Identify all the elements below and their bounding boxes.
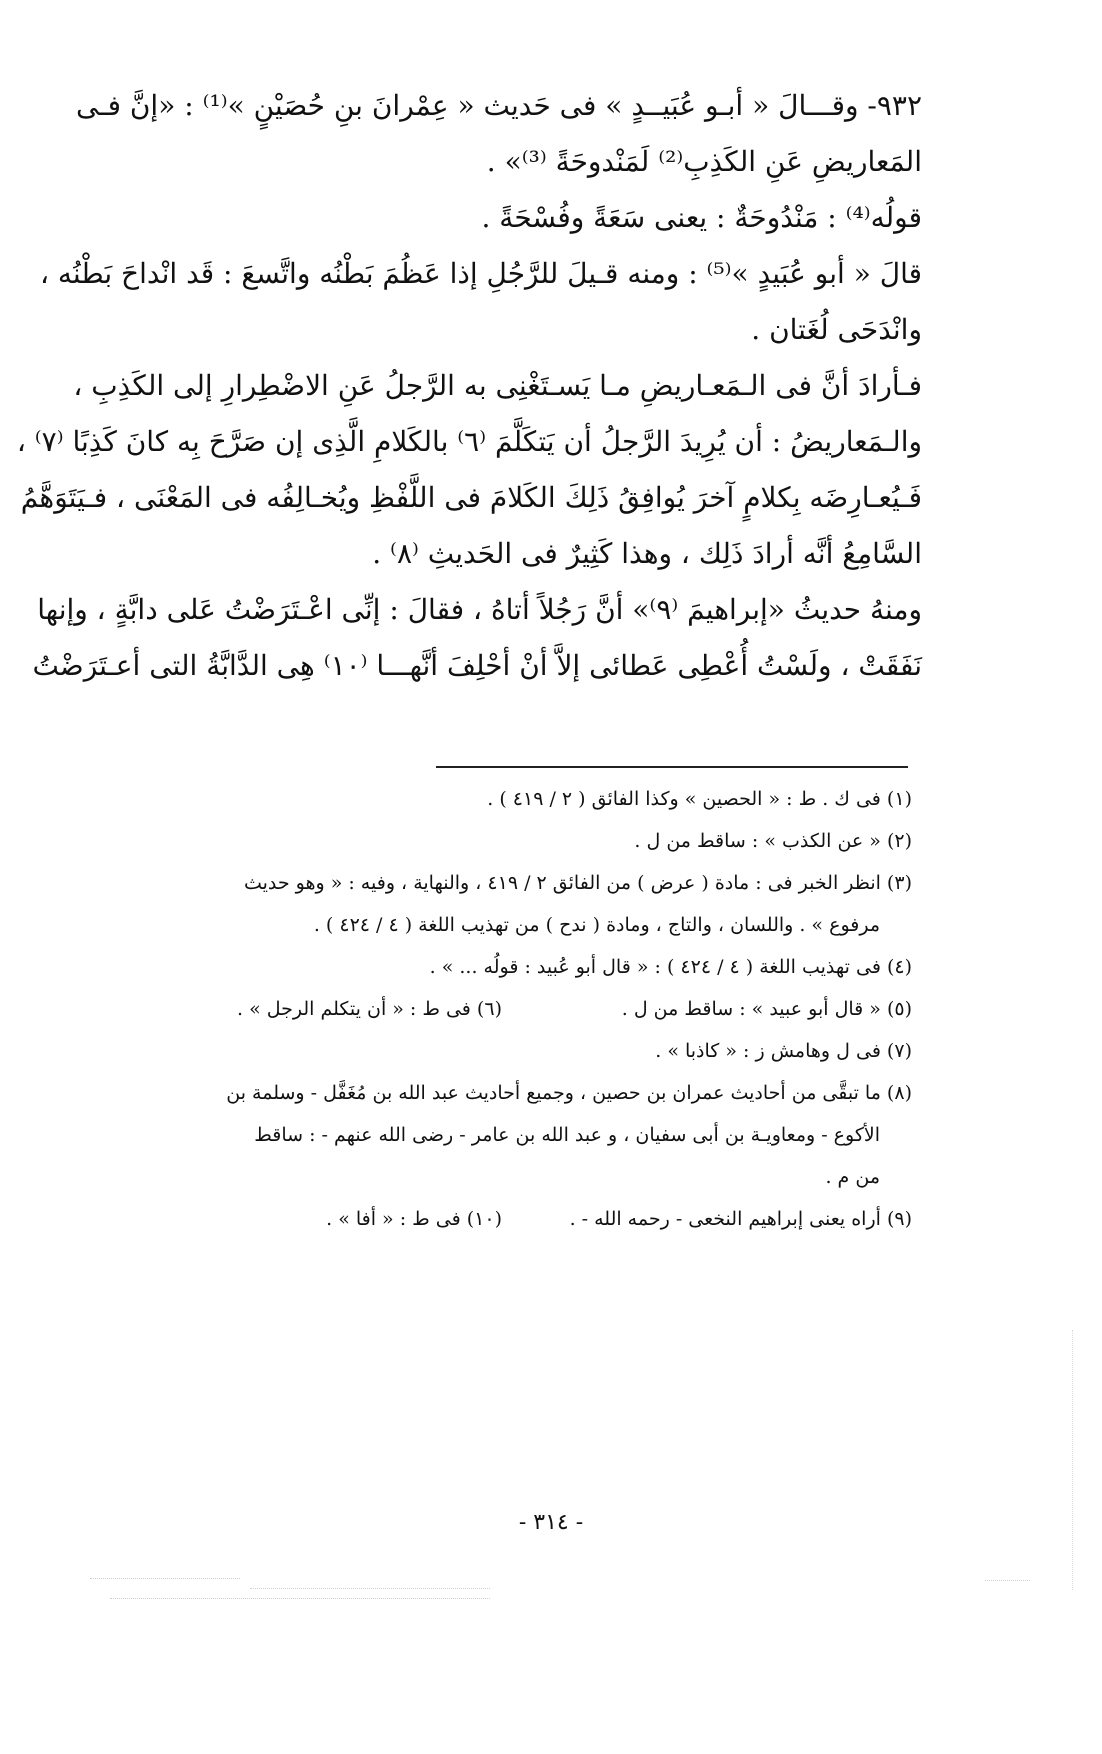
footnote-4: (٤) فى تهذيب اللغة ( ٤ / ٤٢٤ ) : « قال أبو عُبيد : قولُه ... » .: [429, 956, 912, 978]
footnotes-block: [127, 786, 912, 1248]
scan-artifact: [90, 1578, 240, 1579]
main-text-line: السَّامِعُ أنَّه أرادَ ذَلِك ، وهذا كَثِيرٌ فى الحَديثِ ⁽٨⁾ .: [372, 537, 922, 570]
footnote-8-continuation: الأكوع - ومعاويـة بن أبى سفيان ، و عبد الله بن عامر - رضى الله عنهم - : ساقط: [254, 1124, 880, 1146]
footnote-7: (٧) فى ل وهامش ز : « كاذبا » .: [655, 1040, 912, 1062]
footnote-10: (١٠) فى ط : « أفا » .: [326, 1208, 502, 1230]
main-text-line: فـأرادَ أنَّ فى الـمَعـاريضِ مـا يَسـتَغْنِى به الرَّجلُ عَنِ الاضْطِرارِ إلى الكَذِبِ ،: [73, 369, 922, 402]
main-text-line: نَفَقَتْ ، ولَسْتُ أُعْطِى عَطائى إلاَّ أنْ أحْلِفَ أنَّهـــا ⁽١٠⁾ هِى الدَّابَّةُ التى أعـتَرَضْتُ: [32, 649, 922, 682]
main-text-line: والـمَعاريضُ : أن يُرِيدَ الرَّجلُ أن يَتكَلَّمَ ⁽٦⁾ بالكَلامِ الَّذِى إن صَرَّحَ بِه كانَ كَذِبًا ⁽٧⁾ ،: [16, 425, 922, 458]
main-text-line: ٩٣٢- وقـــالَ « أبـو عُبَيــدٍ » فى حَديث « عِمْرانَ بنِ حُصَيْنٍ »⁽¹⁾ : «إنَّ فـى: [76, 89, 922, 122]
footnote-separator-rule: [436, 766, 908, 768]
footnote-5-6-row: [127, 996, 912, 1038]
scan-artifact: [985, 1580, 1030, 1581]
main-text-line: فَـيُعـارِضَه بِكلامٍ آخرَ يُوافِقُ ذَلِكَ الكَلامَ فى اللَّفْظِ ويُخـالِفُه فى المَعْنَى ، فـيَتَوَهَّمُ: [20, 481, 922, 514]
main-text-line: المَعاريضِ عَنِ الكَذِبِ⁽²⁾ لَمَنْدوحَةً ⁽³⁾» .: [486, 145, 922, 178]
scan-artifact: [110, 1598, 490, 1599]
main-text-line: وانْدَحَى لُغَتان .: [751, 313, 922, 346]
footnote-3: (٣) انظر الخبر فى : مادة ( عرض ) من الفائق ٢ / ٤١٩ ، والنهاية ، وفيه : « وهو حديث: [243, 872, 912, 894]
page-number: - ٣١٤ -: [518, 1510, 584, 1535]
scan-artifact: [1072, 1330, 1073, 1590]
main-text-block: [16, 88, 922, 704]
footnote-6: (٦) فى ط : « أن يتكلم الرجل » .: [237, 998, 502, 1020]
footnote-9: (٩) أراه يعنى إبراهيم النخعى - رحمه الله - .: [569, 1208, 912, 1230]
footnote-5: (٥) « قال أبو عبيد » : ساقط من ل .: [621, 998, 912, 1020]
footnote-1: (١) فى ك . ط : « الحصين » وكذا الفائق ( ٢ / ٤١٩ ) .: [487, 788, 912, 810]
footnote-8-continuation: من م .: [825, 1166, 880, 1188]
main-text-line: ومنهُ حديثُ «إبراهيمَ ⁽٩⁾» أنَّ رَجُلاً أتاهُ ، فقالَ : إنِّى اعْـتَرَضْتُ عَلى دابَّةٍ ، وإنها: [37, 593, 922, 626]
footnote-8: (٨) ما تبقَّى من أحاديث عمران بن حصين ، وجميع أحاديث عبد الله بن مُغَفَّل - وسلمة بن: [226, 1082, 912, 1104]
main-text-line: قالَ « أبو عُبَيدٍ »⁽⁵⁾ : ومنه قـيلَ للرَّجُلِ إذا عَظُمَ بَطْنُه واتَّسعَ : قَد انْداحَ بَطْنُه ،: [39, 257, 922, 290]
footnote-2: (٢) « عن الكذب » : ساقط من ل .: [634, 830, 912, 852]
footnote-9-10-row: [127, 1206, 912, 1248]
scan-artifact: [250, 1588, 490, 1589]
main-text-line: قولُه⁽⁴⁾ : مَنْدُوحَةٌ : يعنى سَعَةً وفُسْحَةً .: [481, 201, 922, 234]
footnote-3-continuation: مرفوع » . واللسان ، والتاج ، ومادة ( ندح ) من تهذيب اللغة ( ٤ / ٤٢٤ ) .: [313, 914, 880, 936]
